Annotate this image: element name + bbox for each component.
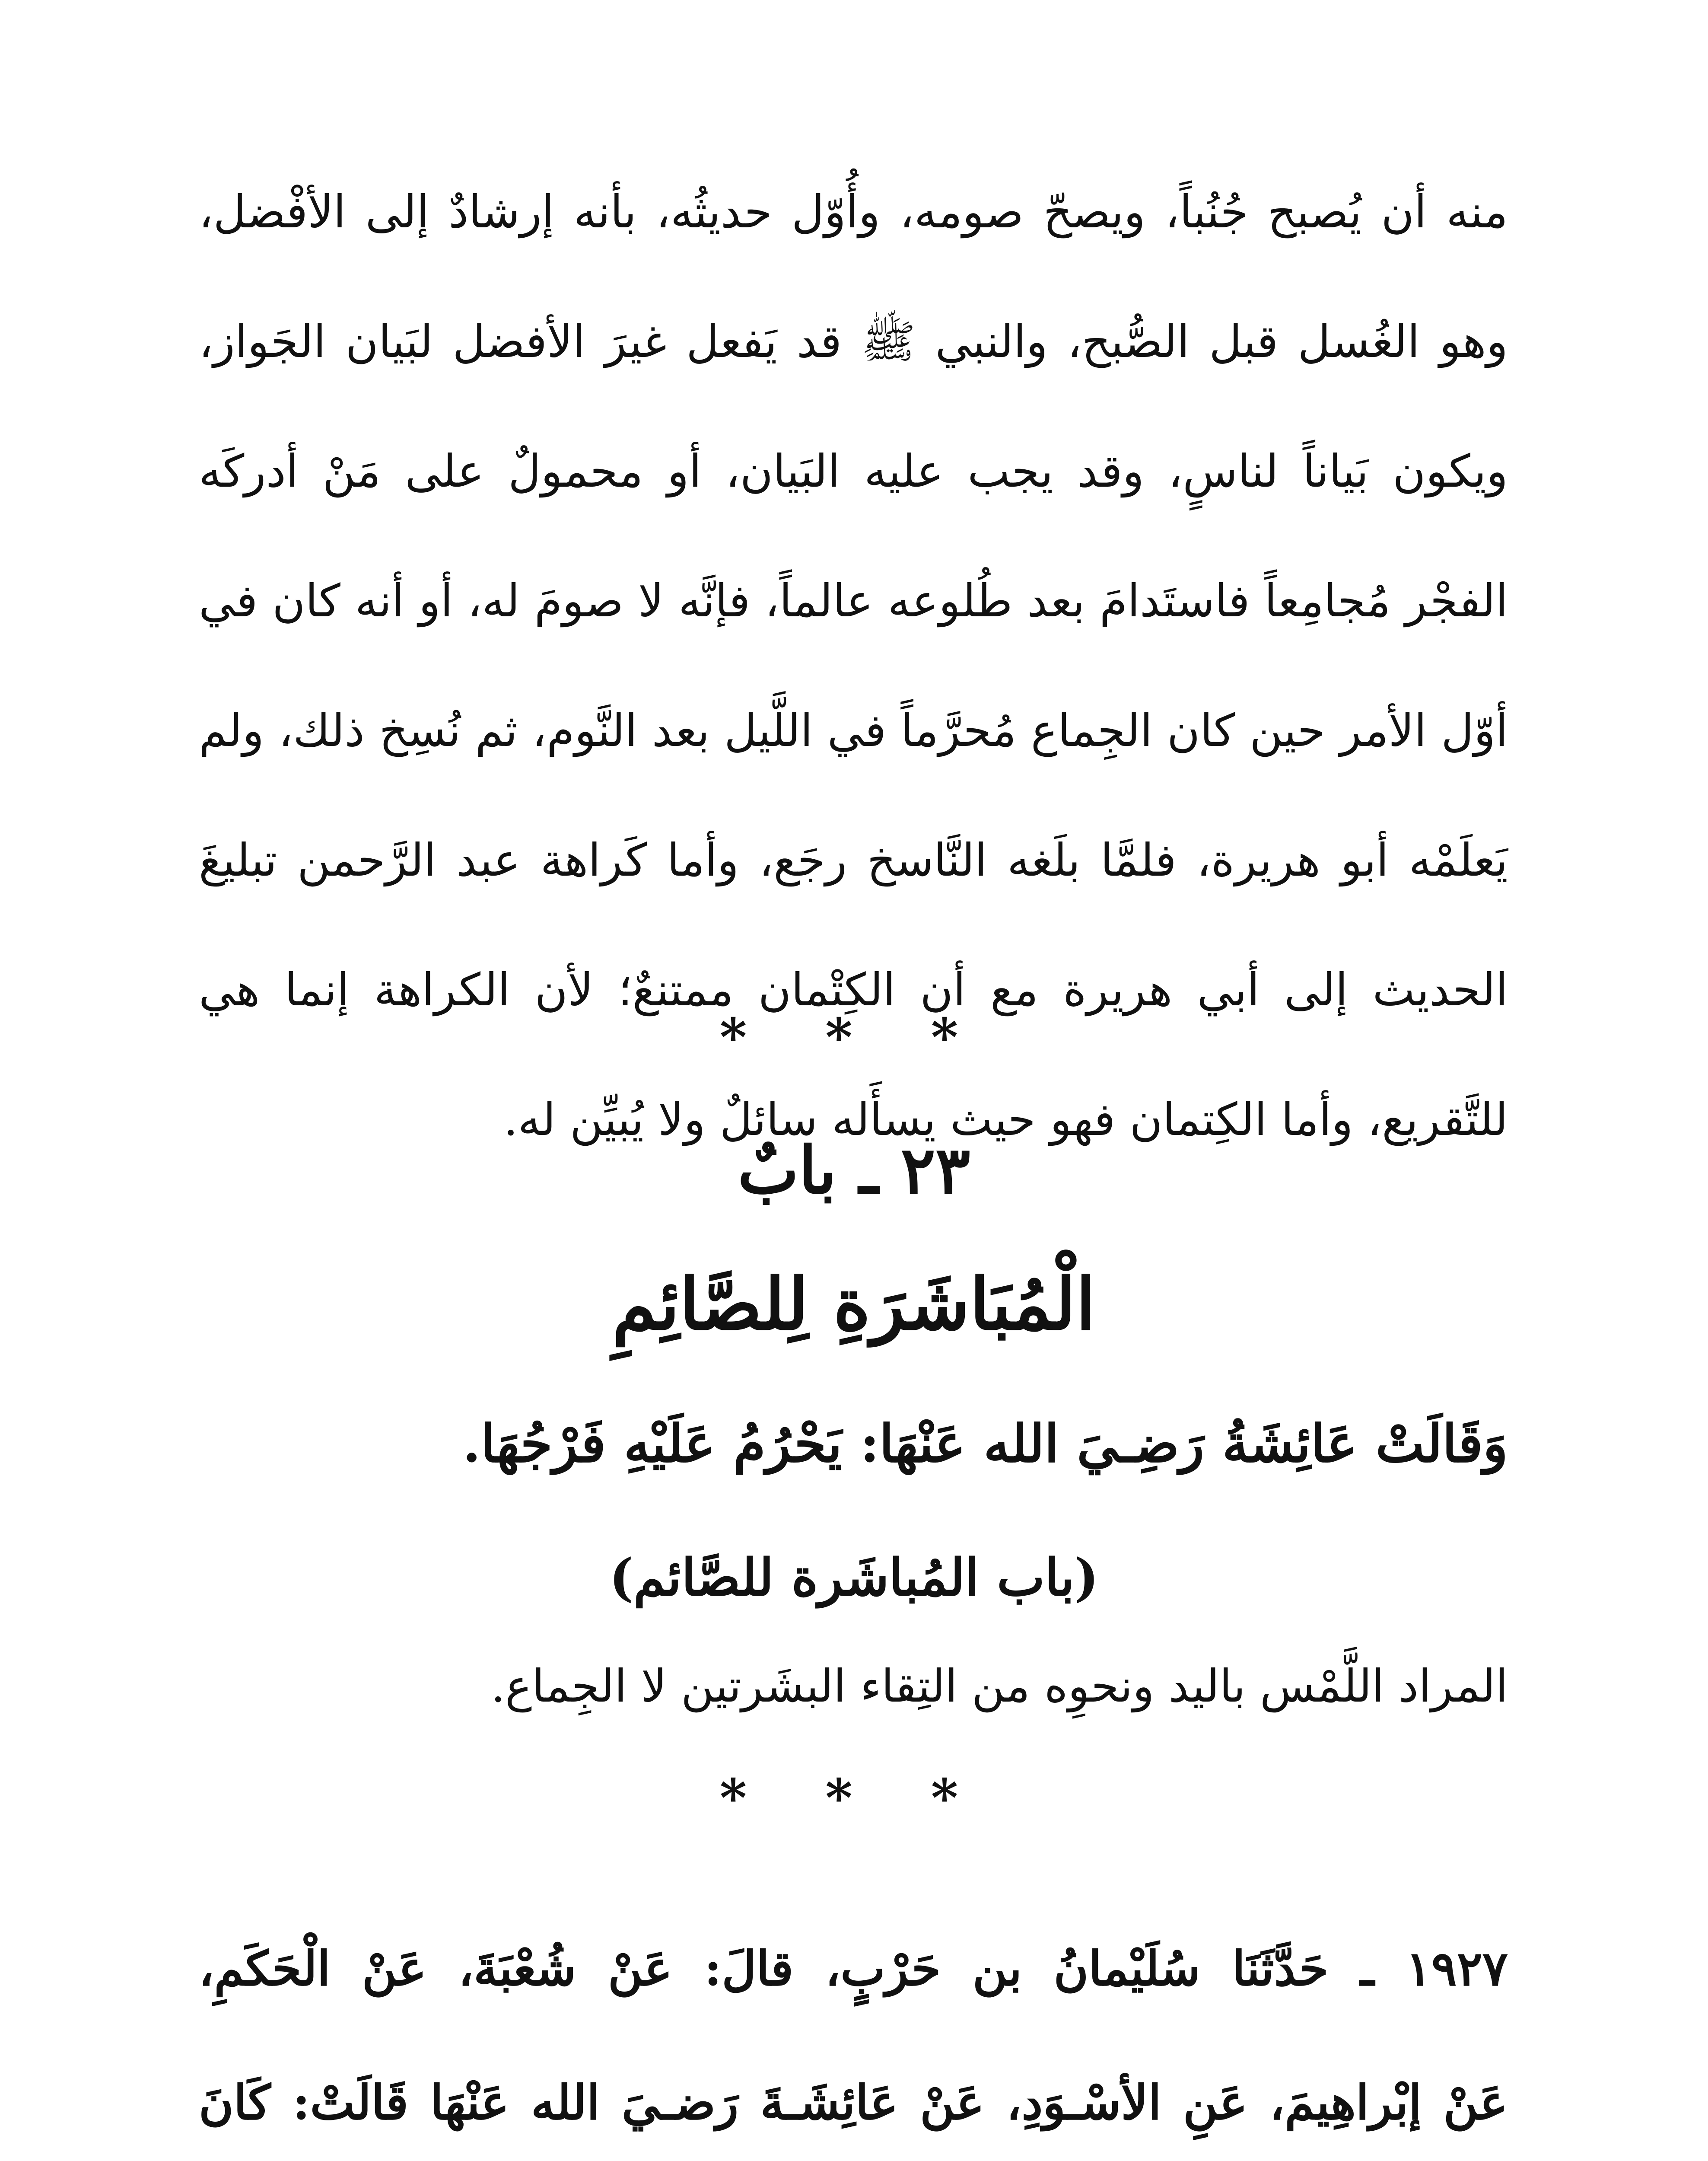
section-separator: * * *: [719, 1768, 989, 1829]
hadith-line: ١٩٢٧ ـ حَدَّثَنَا سُلَيْمانُ بن حَرْبٍ، قالَ: عَنْ شُعْبَةَ، عَنْ الْحَكَمِ،: [199, 1941, 1508, 1996]
commentary-explanation: المراد اللَّمْس باليد ونحوِه من التِقاء البشَرتين لا الجِماع.: [491, 1660, 1508, 1712]
chapter-title: الْمُبَاشَرَةِ لِلصَّائِمِ: [612, 1262, 1096, 1346]
chapter-number: ٢٣ ـ بابٌ: [738, 1132, 970, 1208]
section-separator: * * *: [719, 1007, 989, 1068]
commentary-line: للتَّقريع، وأما الكِتمان فهو حيث يسأَله سائلٌ ولا يُبيِّن له.: [503, 1093, 1508, 1146]
chapter-tarjama: وَقَالَتْ عَائِشَةُ رَضِـيَ الله عَنْهَا: يَحْرُمُ عَلَيْهِ فَرْجُهَا.: [462, 1413, 1508, 1474]
commentary-line: منه أن يُصبح جُنُباً، ويصحّ صومه، وأُوّل حديثُه، بأنه إرشادٌ إلى الأفْضل،: [199, 185, 1508, 238]
commentary-line: يَعلَمْه أبو هريرة، فلمَّا بلَغه النَّاسخ رجَع، وأما كَراهة عبد الرَّحمن تبليغَ: [199, 834, 1508, 886]
commentary-line: الفجْر مُجامِعاً فاستَدامَ بعد طُلوعه عالماً، فإنَّه لا صومَ له، أو أنه كان في: [199, 574, 1508, 627]
commentary-subheading: (باب المُباشَرة للصَّائم): [609, 1547, 1099, 1607]
commentary-line: وهو الغُسل قبل الصُّبح، والنبي ﷺ قد يَفعل غيرَ الأفضل لبَيان الجَواز،: [199, 315, 1508, 368]
hadith-text: [199, 1902, 1508, 2161]
commentary-line: الحديث إلى أبي هريرة مع أن الكِتْمان ممتنعٌ؛ لأن الكراهة إنما هي: [199, 963, 1508, 1016]
commentary-line: أوّل الأمر حين كان الجِماع مُحرَّماً في اللَّيل بعد النَّوم، ثم نُسِخ ذلك، ولم: [199, 704, 1508, 757]
hadith-line: عَنْ إبْراهِيمَ، عَنِ الأسْـوَدِ، عَنْ عَائِشَـةَ رَضـيَ الله عَنْهَا قَالَتْ: كَانَ: [199, 2075, 1508, 2130]
commentary-line: ويكون بَياناً لناسٍ، وقد يجب عليه البَيان، أو محمولٌ على مَنْ أدركَه: [199, 445, 1508, 497]
